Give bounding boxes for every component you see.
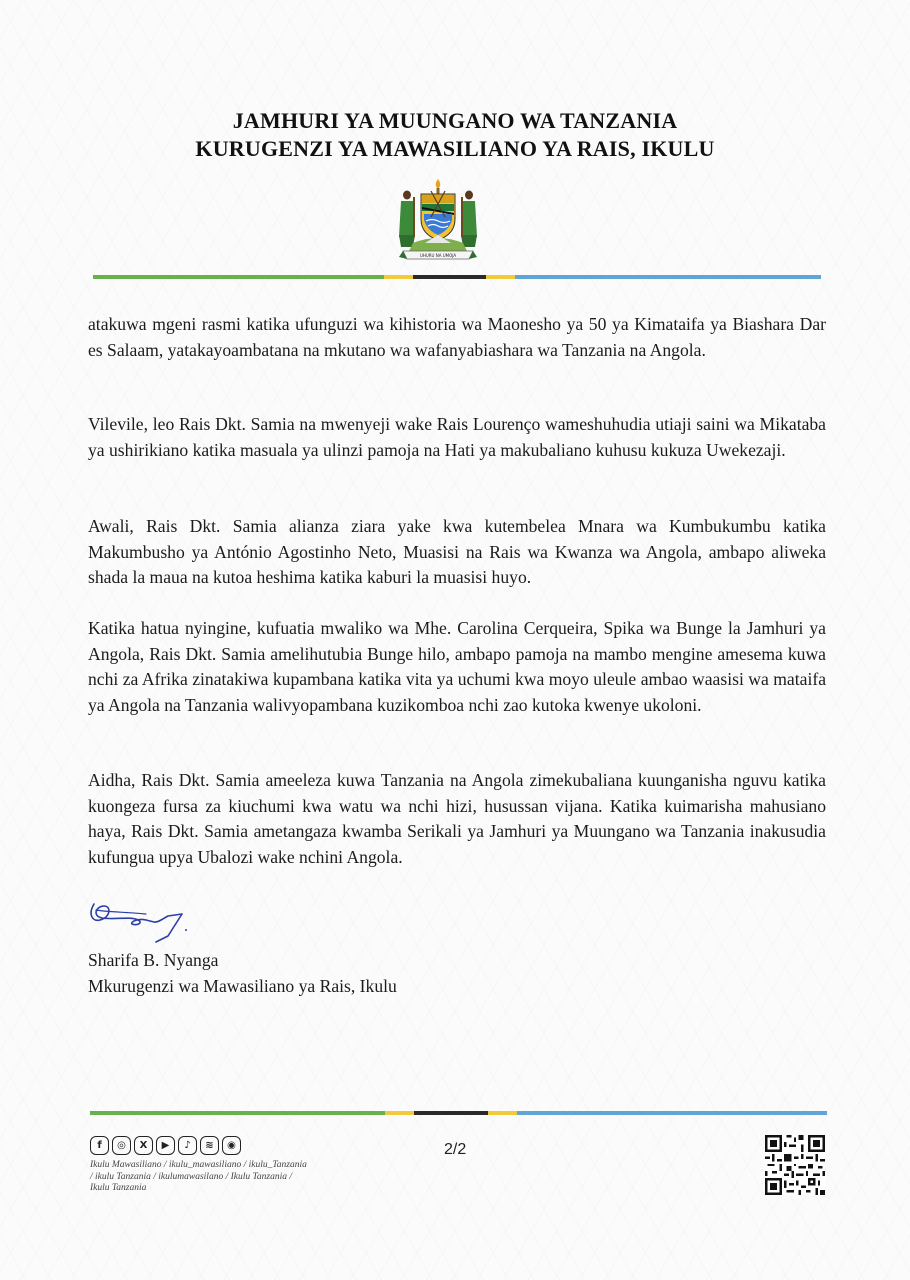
body-paragraph: Aidha, Rais Dkt. Samia ameeleza kuwa Tanzania na Angola zimekubaliana kuunganisha nguvu katika kuongeza fursa za kiuchumi kwa watu wa nchi hizi, husussan vijana. Katika kuimarisha mahusiano haya, Rais Dkt. Samia ametangaza kwamba Serikali ya Jamhuri ya Muungano wa Tanzania inakusudia kufungua upya Ubalozi wake nchini Angola. [88,770,826,867]
signatory-name: Sharifa B. Nyanga [88,950,219,970]
social-handles: Ikulu Mawasiliano / ikulu_mawasiliano / ikulu_Tanzania / ikulu Tanzania / ikulumawasilano / Ikulu Tanzania / Ikulu Tanzania [90,1160,307,1193]
tiktok-icon[interactable]: ♪ [178,1136,197,1155]
social-icons-row [90,1136,241,1155]
svg-text:UHURU NA UMOJA: UHURU NA UMOJA [419,253,457,258]
header-title-line1: JAMHURI YA MUUNGANO WA TANZANIA [232,108,678,133]
header-title-line2: KURUGENZI YA MAWASILIANO YA RAIS, IKULU [195,136,715,161]
signatory-title: Mkurugenzi wa Mawasiliano ya Rais, Ikulu [88,976,397,996]
top-color-divider [93,275,821,279]
page-number: 2/2 [444,1141,467,1158]
youtube-icon[interactable]: ▶ [156,1136,175,1155]
instagram-icon[interactable]: ◎ [112,1136,131,1155]
handwritten-signature [86,894,196,946]
body-paragraph: Awali, Rais Dkt. Samia alianza ziara yake kwa kutembelea Mnara wa Kumbukumbu katika Makumbusho ya António Agostinho Neto, Muasisi na Rais wa Kwanza wa Angola, ambapo aliweka shada la maua na kutoa heshima katika kaburi la muasisi huyo. [88,516,826,587]
spotify-icon[interactable]: ≋ [200,1136,219,1155]
bottom-color-divider [90,1111,827,1115]
coat-of-arms-icon [393,177,483,263]
body-paragraph: atakuwa mgeni rasmi katika ufunguzi wa kihistoria wa Maonesho ya 50 ya Kimataifa ya Biashara Dar es Salaam, yatakayoambatana na mkutano wa wafanyabiashara wa Tanzania na Angola. [88,314,826,360]
qr-code-icon [765,1135,825,1195]
x-icon[interactable]: X [134,1136,153,1155]
facebook-icon[interactable]: f [90,1136,109,1155]
podcast-icon[interactable]: ◉ [222,1136,241,1155]
body-paragraph: Katika hatua nyingine, kufuatia mwaliko wa Mhe. Carolina Cerqueira, Spika wa Bunge la Jamhuri ya Angola, Rais Dkt. Samia amelihutubia Bunge hilo, ambapo pamoja na mambo mengine amesema kuwa nchi za Afrika zinatakiwa kupambana katika vita ya uchumi kwa moyo uleule ambao waasisi wa mataifa ya Angola na Tanzania walivyopambana kuzikomboa nchi zao kutoka kwenye ukoloni. [88,618,826,715]
body-paragraph: Vilevile, leo Rais Dkt. Samia na mwenyeji wake Rais Lourenço wameshuhudia utiaji saini wa Mikataba ya ushirikiano katika masuala ya ulinzi pamoja na Hati ya makubaliano kuhusu kukuza Uwekezaji. [88,414,826,460]
